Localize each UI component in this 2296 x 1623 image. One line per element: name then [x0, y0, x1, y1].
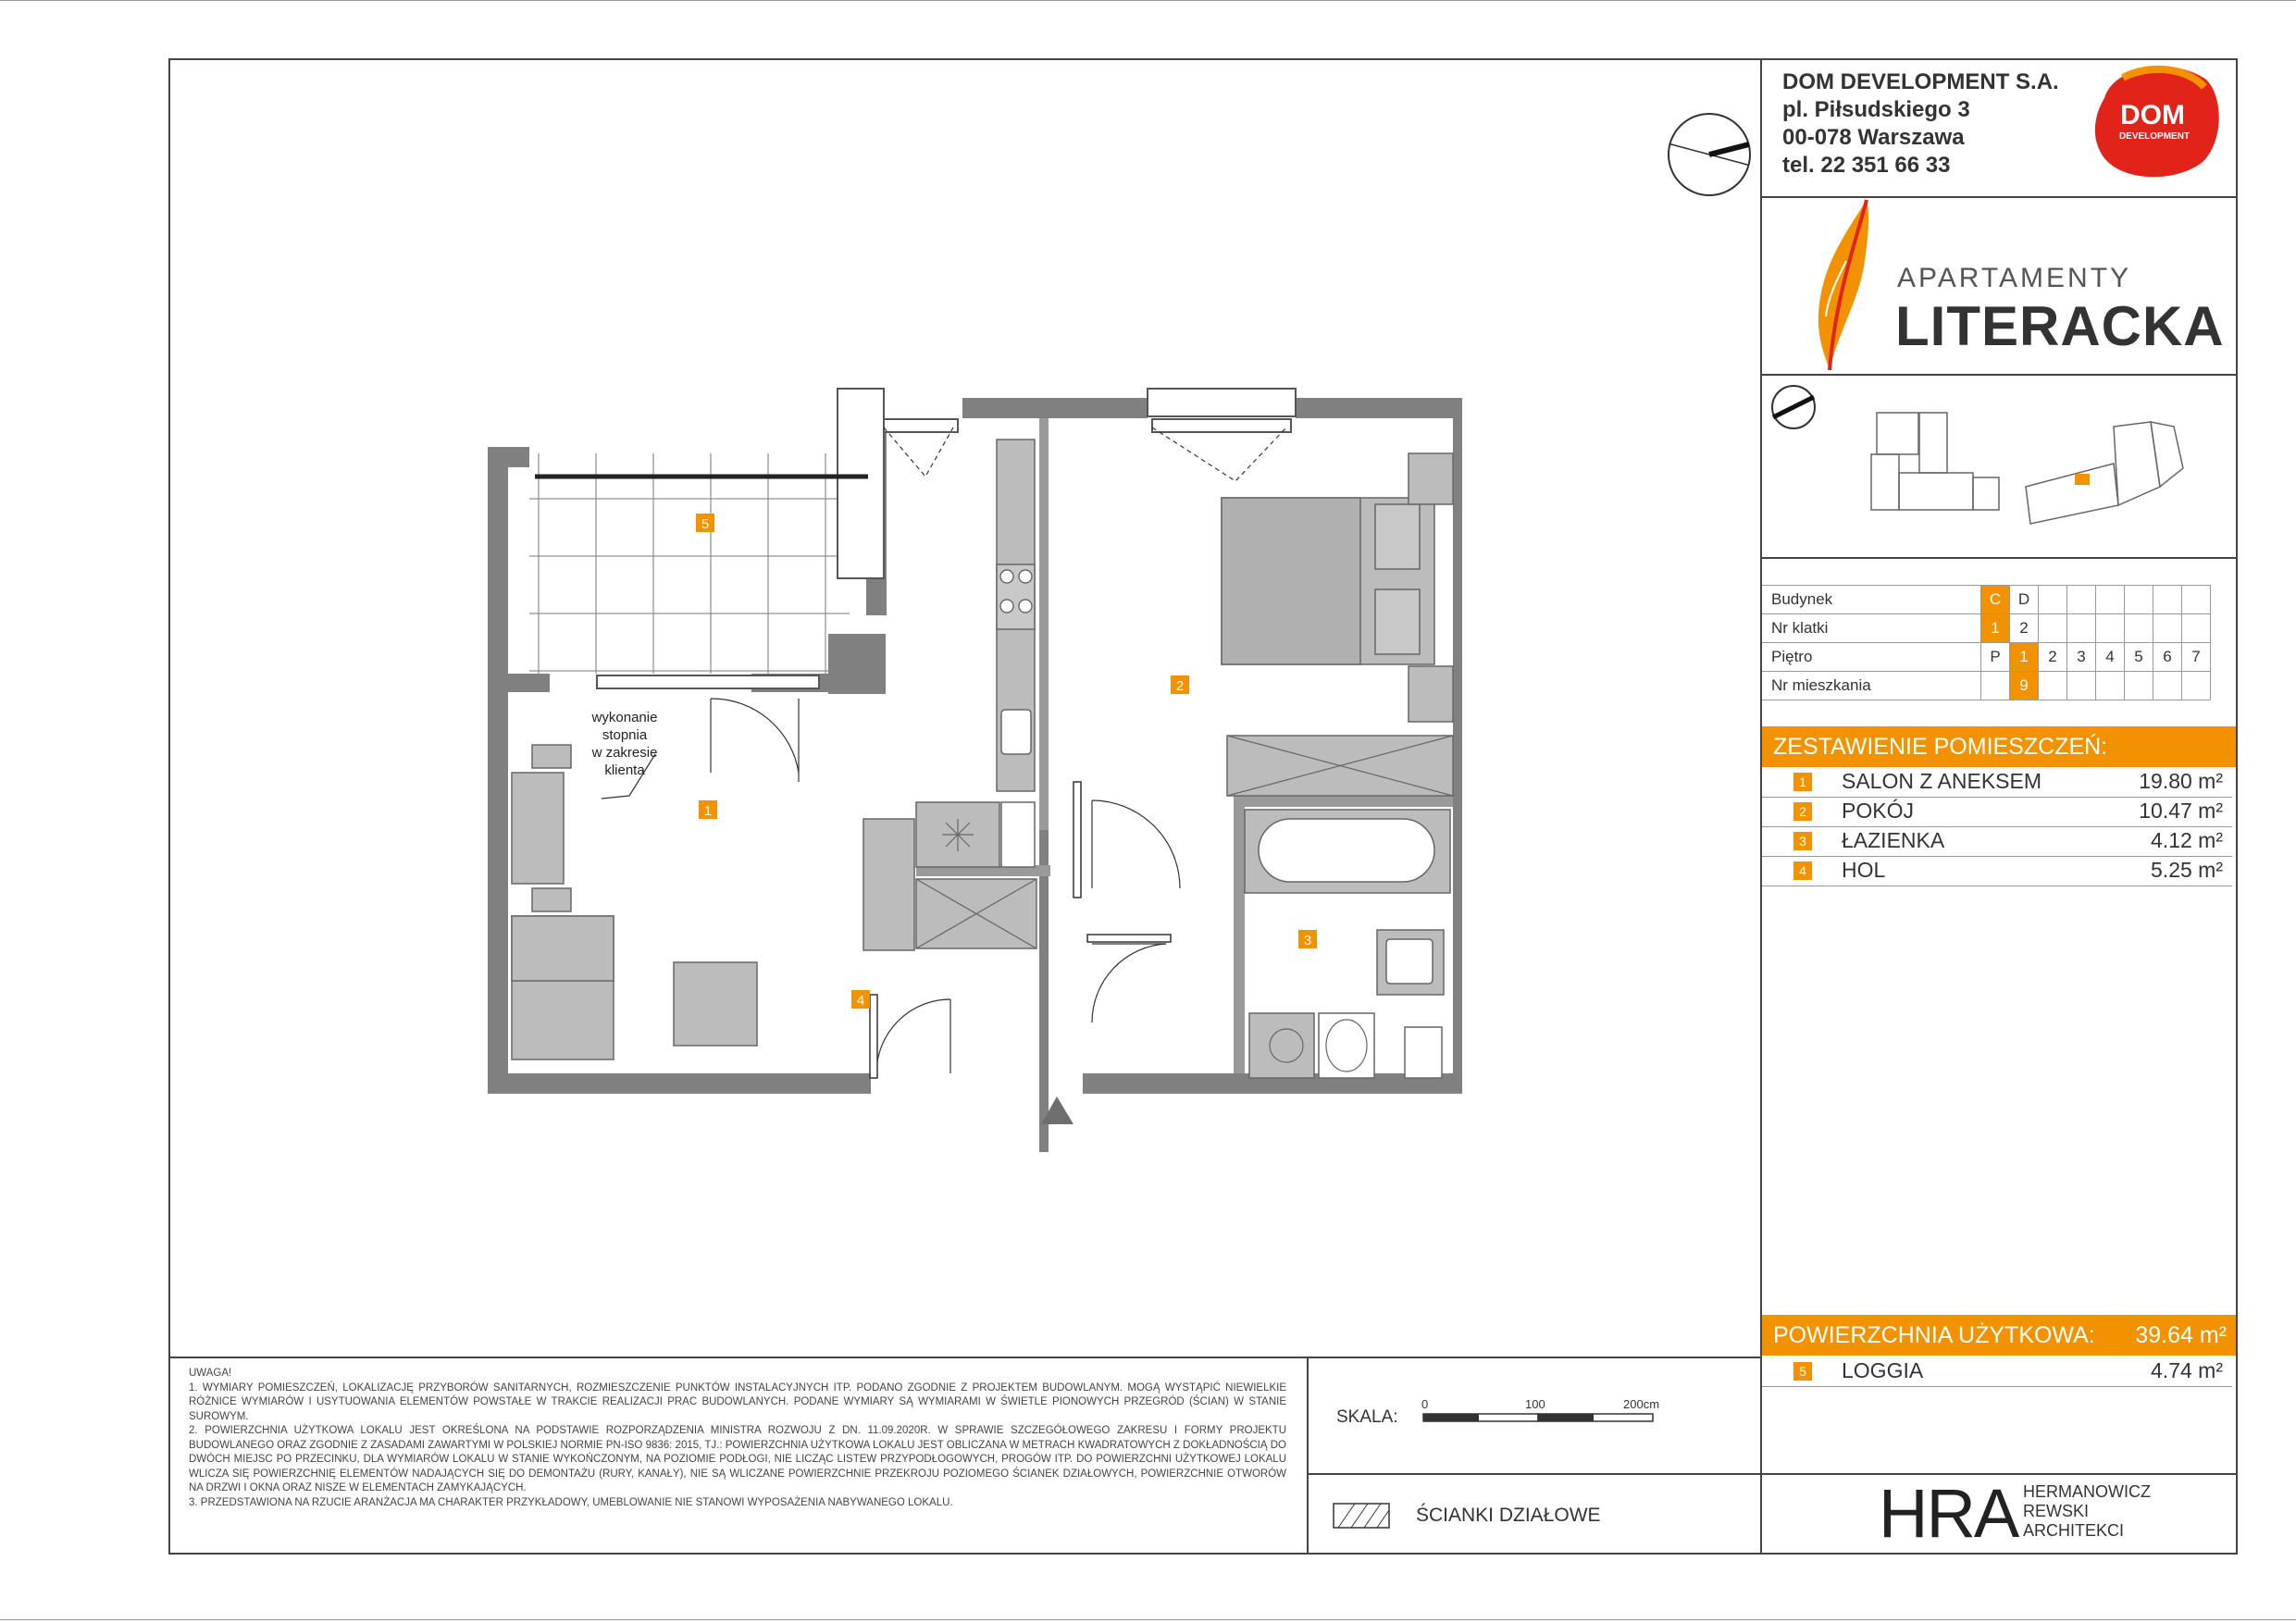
- loggia-area: 4.74 m²: [2151, 1358, 2223, 1382]
- company-street: pl. Piłsudskiego 3: [1782, 97, 1970, 122]
- info-cell: [2067, 614, 2096, 643]
- room-name: ŁAZIENKA: [1842, 828, 1945, 852]
- total-area-bar: [1762, 1315, 2236, 1356]
- info-cell: [2039, 672, 2067, 700]
- info-cell: [1981, 672, 2010, 700]
- unit-info-table: [1762, 585, 2211, 700]
- room-name: SALON Z ANEKSEM: [1842, 769, 2042, 793]
- info-cell: [2067, 586, 2096, 614]
- step-note-line1: wykonanie: [591, 710, 658, 725]
- notes-block: [189, 1367, 1286, 1510]
- note-3: 3. PRZEDSTAWIONA NA RZUCIE ARANŻACJA MA CHARAKTER PRZYKŁADOWY, UMEBLOWANIE NIE STANOWI WYPOSAŻENIA NABYWANEGO LOKALU.: [189, 1496, 953, 1508]
- info-cell: 2: [2010, 614, 2039, 643]
- info-row: [1762, 614, 2211, 643]
- keyplan-divider: [1760, 557, 2238, 559]
- architect-line1: HERMANOWICZ: [2023, 1482, 2151, 1501]
- info-cell: [2096, 614, 2125, 643]
- company-name: DOM DEVELOPMENT S.A.: [1782, 69, 2059, 94]
- hra-logo: HRA: [1879, 1475, 2018, 1552]
- room-name: HOL: [1842, 858, 1886, 882]
- info-cell: 5: [2125, 643, 2153, 672]
- room-number: 4: [1793, 861, 1812, 880]
- page-bottom-line: [0, 1619, 2296, 1620]
- scale-tick-200: 200cm: [1623, 1397, 1660, 1411]
- room-number: 3: [1793, 832, 1812, 850]
- total-area-value: 39.64 m²: [2135, 1322, 2227, 1348]
- partition-wall-legend-icon: [1333, 1503, 1392, 1530]
- room-number: 2: [1793, 802, 1812, 821]
- notes-divider: [168, 1357, 1762, 1358]
- info-cell: [2125, 586, 2153, 614]
- scale-divider: [1307, 1357, 1309, 1555]
- architect-line2: REWSKI: [2023, 1502, 2090, 1520]
- info-row-label: Piętro: [1762, 643, 1981, 672]
- info-row: [1762, 586, 2211, 614]
- entrance-arrow-icon: [1041, 1096, 1074, 1124]
- scale-label: SKALA:: [1336, 1407, 1398, 1427]
- info-cell: P: [1981, 643, 2010, 672]
- room-row: [1762, 767, 2232, 798]
- info-cell: 2: [2039, 643, 2067, 672]
- info-cell: [2039, 586, 2067, 614]
- info-row-label: Nr klatki: [1762, 614, 1981, 643]
- project-name-line1: APARTAMENTY: [1897, 263, 2132, 293]
- info-cell: [2153, 614, 2182, 643]
- info-cell: [2125, 672, 2153, 700]
- info-cell: [2153, 586, 2182, 614]
- room-label-2: 2: [1175, 678, 1185, 694]
- loggia-number: 5: [1793, 1362, 1812, 1381]
- room-area: 4.12 m²: [2151, 828, 2223, 852]
- room-area: 5.25 m²: [2151, 858, 2223, 882]
- room-row: [1762, 856, 2232, 886]
- room-label-3: 3: [1303, 933, 1312, 948]
- info-cell: 3: [2067, 643, 2096, 672]
- info-cell: 9: [2010, 672, 2039, 700]
- room-label-5: 5: [701, 516, 710, 532]
- info-cell: 7: [2182, 643, 2211, 672]
- loggia-row: [1762, 1357, 2232, 1387]
- info-cell: [2182, 672, 2211, 700]
- scale-tick-0: 0: [1421, 1397, 1429, 1411]
- step-note-line4: klienta: [604, 762, 645, 778]
- info-cell: 6: [2153, 643, 2182, 672]
- legend-divider: [1307, 1473, 1760, 1475]
- room-number: 1: [1793, 773, 1812, 791]
- scale-bar: [1421, 1395, 1690, 1427]
- step-note-line2: stopnia: [602, 727, 648, 743]
- loggia-name: LOGGIA: [1842, 1358, 1924, 1382]
- room-label-1: 1: [703, 803, 713, 819]
- room-row: [1762, 826, 2232, 857]
- info-cell: C: [1981, 586, 2010, 614]
- room-area: 10.47 m²: [2139, 799, 2223, 823]
- info-row: [1762, 643, 2211, 672]
- architect-name: [2023, 1482, 2151, 1541]
- legend-label: ŚCIANKI DZIAŁOWE: [1416, 1505, 1601, 1526]
- scale-tick-100: 100: [1525, 1397, 1545, 1411]
- info-row-label: Nr mieszkania: [1762, 672, 1981, 700]
- info-cell: [2039, 614, 2067, 643]
- info-row: [1762, 672, 2211, 700]
- room-name: POKÓJ: [1842, 799, 1914, 823]
- architect-line3: ARCHITEKCI: [2023, 1521, 2125, 1540]
- total-area-label: POWIERZCHNIA UŻYTKOWA:: [1773, 1322, 2095, 1348]
- info-cell: [2182, 586, 2211, 614]
- info-cell: [2125, 614, 2153, 643]
- project-name-line2: LITERACKA: [1895, 295, 2225, 357]
- feather-icon: [1809, 196, 1883, 372]
- company-phone: tel. 22 351 66 33: [1782, 153, 1951, 178]
- info-cell: 4: [2096, 643, 2125, 672]
- note-1: 1. WYMIARY POMIESZCZEŃ, LOKALIZACJĘ PRZYBORÓW SANITARNYCH, ROZMIESZCZENIE PUNKTÓW INSTALACYJNYCH ITP. PODANO ZGODNIE Z PROJEKTEM BUDOWLANYM. MOGĄ WYSTĄPIĆ NIEWIELKIE RÓŻNICE WYMIARÓW I USYTUOWANIA ELEMENTÓW POWSTAŁE W TRAKCIE REALIZACJI PRAC BUDOWLANYCH. PODANE WYMIARY SĄ WYMIARAMI W ŚWIETLE PIONOWYCH PRZEGRÓD (ŚCIAN) W STANIE SUROWYM.: [189, 1381, 1286, 1422]
- info-cell: [2153, 672, 2182, 700]
- room-row: [1762, 797, 2232, 827]
- dom-development-logo: [2086, 61, 2225, 181]
- company-address: [1782, 68, 2059, 180]
- info-cell: [2182, 614, 2211, 643]
- plan-render: [481, 384, 1462, 1152]
- info-cell: D: [2010, 586, 2039, 614]
- info-cell: 1: [2010, 643, 2039, 672]
- info-row-label: Budynek: [1762, 586, 1981, 614]
- rooms-header: ZESTAWIENIE POMIESZCZEŃ:: [1762, 726, 2236, 767]
- logo-development-text: DEVELOPMENT: [2118, 131, 2191, 142]
- key-plan: [1762, 376, 2236, 557]
- info-cell: [2096, 586, 2125, 614]
- info-cell: [2067, 672, 2096, 700]
- room-area: 19.80 m²: [2139, 769, 2223, 793]
- company-city: 00-078 Warszawa: [1782, 125, 1965, 150]
- step-note-line3: w zakresie: [591, 745, 658, 761]
- info-cell: 1: [1981, 614, 2010, 643]
- notes-title: UWAGA!: [189, 1368, 232, 1379]
- room-label-4: 4: [856, 993, 865, 1009]
- logo-dom-text: DOM: [2120, 100, 2185, 130]
- note-2: 2. POWIERZCHNIA UŻYTKOWA LOKALU JEST OKREŚLONA NA PODSTAWIE ROZPORZĄDZENIA MINISTRA ROZWOJU Z DN. 11.09.2020R. W SPRAWIE SZCZEGÓŁOWEGO ZAKRESU I FORMY PROJEKTU BUDOWLANEGO ORAZ ZGODNIE Z ZASADAMI ZAWARTYMI W POLSKIEJ NORMIE PN-ISO 9836: 2015, TJ.: POWIERZCHNIA UŻYTKOWA LOKALU JEST OBLICZANA W METRACH KWADRATOWYCH Z DOKŁADNOŚCIĄ DO DWÓCH MIEJSC PO PRZECINKU, DLA WYMIARÓW LOKALU W STANIE WYKOŃCZONYM, NA POZIOMIE PODŁOGI, NIE LICZĄC LISTEW PRZYPODŁOGOWYCH, PROGÓW ITP. DO POWIERZCHNI UŻYTKOWEJ LOKALU WLICZA SIĘ POWIERZCHNIĘ ELEMENTÓW NADAJĄCYCH SIĘ DO DEMONTAŻU (RURY, KANAŁY), NIE SĄ WLICZANE POWIERZCHNIE PRZEKROJU POZIOMEGO ŚCIANEK DZIAŁOWYCH, POWIERZCHNIE OTWORÓW NA DRZWI I OKNA ORAZ NISZE W ELEMENTACH ZAMYKAJĄCYCH.: [189, 1425, 1286, 1493]
- north-arrow-icon: [1666, 111, 1753, 198]
- page-top-line: [0, 0, 2296, 1]
- info-cell: [2096, 672, 2125, 700]
